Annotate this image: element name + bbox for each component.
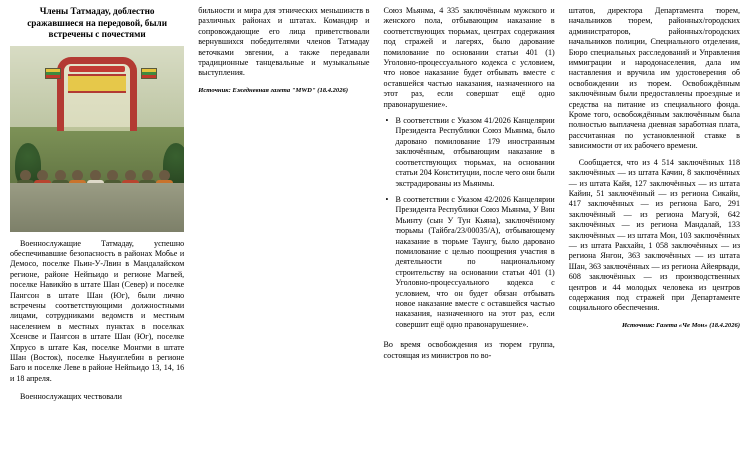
article-paragraph: Во время освобождения из тюрем группа, состоящая из министров по во- [383, 340, 555, 360]
photo-road [10, 183, 184, 231]
column-two [198, 6, 369, 454]
column-three [383, 6, 554, 454]
article-paragraph: штатов, директора Департамента тюрем, начальников тюрем, районных/городских администраторов, районных/городских начальников полиции, Специального отделения, Бюро специальных расследований и Управления иммиграции и народонаселения, дала им наставления и вручила им удостоверения об освобождении из тюрем. Освобождённым заключённым были предоставлены проездные и средства на питание из специального фонда. Кроме того, освобождённым заключённым была полностью выплачена дневная заработная плата, рассчитанная по установленной ставке в зависимости от их рабочего времени. [568, 6, 741, 151]
article-paragraph: бильности и мира для этнических меньшинств в различных районах и штатах. Командир и сопровождающие его лица приветствовали вернувшихся победителями членов Татмадау веточками эвгении, а также передавали традиционные танцевальные и музыкальные выступления. [198, 6, 370, 78]
article-paragraph: Военнослужащие Татмадау, успешно обеспечивавшие безопасность в районах Мобье и Демосо, поселке Пьин-У-Лвин в Мандалайском регионе, районе Нейпьидо и регионе Магвей, поселке Навикйю в штате Шан (Север) и поселке Пангсон в штате Шан (Юг), были лично встречены соответствующими должностными лицами, сотрудниками ведомств и местным населением в местных пунктах в поселках Хсенсве и Пангсон в штате Шан (Юг), поселке Хпрусо в штате Кая, поселке Монгми в штате Шан (Восток), поселке Ньяунглебин в регионе Баго и поселке Леве в районе Нейпьидо 13, 14, 16 и 18 апреля. [10, 238, 185, 383]
column-layout [10, 6, 740, 454]
photo-banner [69, 66, 125, 72]
list-item: • В соответствии с Указом 41/2026 Канцелярии Президента Республики Союз Мьянма, было даровано помилование 179 иностранным заключённым, отбывающим наказание в соответствующих тюрьмах, на основании статьи 204 Конституции, после чего они были экстрадированы из Мьянмы. [393, 116, 554, 189]
article-paragraph: Союз Мьянма, 4 335 заключённым мужского и женского пола, отбывающим наказание в соответствующих тюрьмах, центрах содержания под стражей и лагерях, было дарование помилование по основании статьи 401 (1) Уголовно-процессуального кодекса с условием, что новое наказание будет отбывать вместе с оставшейся частью наказания, назначенного на этот раз, если совершат ещё одно правонарушение». [383, 6, 555, 109]
page-title: Члены Татмадау, доблестно сражавшиеся на передовой, были встречены с почестями [27, 6, 168, 39]
column-four [569, 6, 740, 454]
source-line: Источник: Газета «Че Мон» (18.4.2026) [621, 321, 741, 329]
source-line: Источник: Ежедневная газета "MWD" (18.4.2026) [198, 86, 349, 94]
photo-welcome-arch [57, 57, 137, 131]
photo-flag-right [141, 68, 157, 79]
photo-flag-left [45, 68, 61, 79]
article-paragraph: Военнослужащих чествовали [20, 392, 122, 402]
ceremony-photo [10, 46, 184, 232]
list-item: • В соответствии с Указом 42/2026 Канцелярии Президента Республики Союз Мьянма, У Вин Мьинту (сын У Тун Кьяна), заключённому тюрьмы (Тайбга/23/00035/А), отбывающему наказание в тюрьме Таунгу, было даровано помилование с целью поощрения участия в деятельности по национальному строительству на основании статьи 401 (1) Уголовно-процессуального кодекса с условием, что он будет обязан отбывать новое наказание вместе с оставшейся частью наказания, назначенного на этот раз, если совершит ещё одно правонарушение». [393, 195, 554, 330]
column-one [10, 6, 184, 454]
photo-arch-band [68, 74, 126, 93]
article-paragraph: Сообщается, что из 4 514 заключённых 118 заключённых — из штата Качин, 8 заключённых — из штата Кайя, 127 заключённых — из штата Кайин, 51 заключённый — из региона Сикайн, 417 заключённых — из региона Баго, 291 заключённый — из региона Магуэй, 642 заключённых — из региона Мандалай, 133 заключённых — из штата Мон, 103 заключённых — из штата Ракхайн, 1 058 заключённых — из региона Янгон, 363 заключённых — из штата Шан, 363 заключённых — из региона Айеярвади, 608 заключённых — из производственных центров и 44 молодых человека из центров содержания под стражей при Департаменте социального обеспечения. [568, 157, 741, 313]
decree-list [383, 116, 554, 336]
